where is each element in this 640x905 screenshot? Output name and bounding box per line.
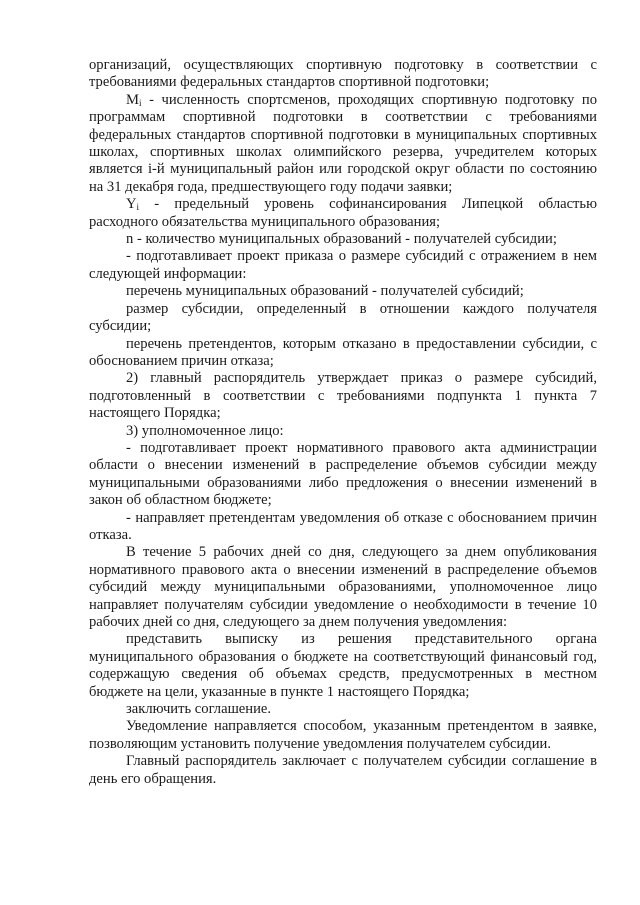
paragraph-text: n - количество муниципальных образований - получателей субсидии; <box>126 231 557 248</box>
paragraph-text: перечень претендентов, которым отказано в предоставлении субсидии, с обоснованием причин отказа; <box>89 335 597 369</box>
paragraph-n-definition <box>89 231 597 248</box>
paragraph-text: - подготавливает проект приказа о размере субсидий с отражением в нем следующей информации: <box>89 248 597 282</box>
variable-subscript: i <box>138 97 142 108</box>
paragraph-text: - предельный уровень софинансирования Липецкой областью расходного обязательства муниципального образования; <box>89 196 597 230</box>
paragraph-text: - численность спортсменов, проходящих спортивную подготовку по программам спортивной подготовки в соответствии с требованиями федеральных стандартов спортивной подготовки в муниципальных спортивных школах, спортивных школах олимпийского резерва, учредителем которых является i-й муниципальный район или городской округ области по состоянию на 31 декабря года, предшествующего году подачи заявки; <box>89 91 597 195</box>
paragraph-main-manager <box>89 753 597 788</box>
paragraph-text: представить выписку из решения представительного органа муниципального образования о бюджете на соответствующий финансовый год, содержащую сведения об объемах средств, предусмотренных в местном бюджете на цели, указанные в пункте 1 настоящего Порядка; <box>89 631 597 700</box>
paragraph-provide-extract <box>89 631 597 701</box>
paragraph-text: 3) уполномоченное лицо: <box>126 422 284 439</box>
paragraph-text: организаций, осуществляющих спортивную подготовку в соответствии с требованиями федеральных стандартов спортивной подготовки; <box>89 57 597 91</box>
paragraph-subsidy-size <box>89 301 597 336</box>
paragraph-text: 2) главный распорядитель утверждает приказ о размере субсидий, подготовленный в соответствии с требованиями подпункта 1 пункта 7 настоящего Порядка; <box>89 370 597 422</box>
document-page <box>89 57 597 788</box>
paragraph-text: перечень муниципальных образований - получателей субсидий; <box>126 283 524 300</box>
paragraph-text: В течение 5 рабочих дней со дня, следующего за днем опубликования нормативного правового акта о внесении изменений в распределение объемов субсидий между муниципальными образованиями, уполномоченное лицо направляет получателям субсидии уведомление о необходимости в течение 10 рабочих дней со дня, следующего за днем получения уведомления: <box>89 544 597 630</box>
paragraph-text: - направляет претендентам уведомления об отказе с обоснованием причин отказа. <box>89 509 597 543</box>
paragraph-list-municipalities <box>89 283 597 300</box>
paragraph-text: Уведомление направляется способом, указанным претендентом в заявке, позволяющим установить получение уведомления получателем субсидии. <box>89 718 597 752</box>
paragraph-text: Главный распорядитель заключает с получателем субсидии соглашение в день его обращения. <box>89 753 597 787</box>
paragraph-prepare-act <box>89 440 597 510</box>
paragraph-refused-list <box>89 336 597 371</box>
variable-symbol: Y <box>126 196 137 213</box>
paragraph-text: заключить соглашение. <box>126 701 272 718</box>
paragraph-conclude-agreement <box>89 701 597 718</box>
paragraph-m-i-definition <box>89 92 597 196</box>
paragraph-organizations <box>89 57 597 92</box>
variable-subscript: i <box>136 202 140 213</box>
paragraph-text: - подготавливает проект нормативного правового акта администрации области о внесении изменений в распределение объемов субсидии между муниципальными образованиями либо предложения о внесении изменений в закон об областном бюджете; <box>89 439 597 509</box>
paragraph-text: размер субсидии, определенный в отношении каждого получателя субсидии; <box>89 300 597 335</box>
paragraph-within-5-days <box>89 544 597 631</box>
paragraph-item-2 <box>89 370 597 422</box>
variable-symbol: M <box>126 91 139 108</box>
paragraph-notification-method <box>89 718 597 753</box>
paragraph-item-3 <box>89 423 597 440</box>
paragraph-prepare-order <box>89 248 597 283</box>
paragraph-y-i-definition <box>89 196 597 231</box>
paragraph-send-refusal <box>89 510 597 545</box>
